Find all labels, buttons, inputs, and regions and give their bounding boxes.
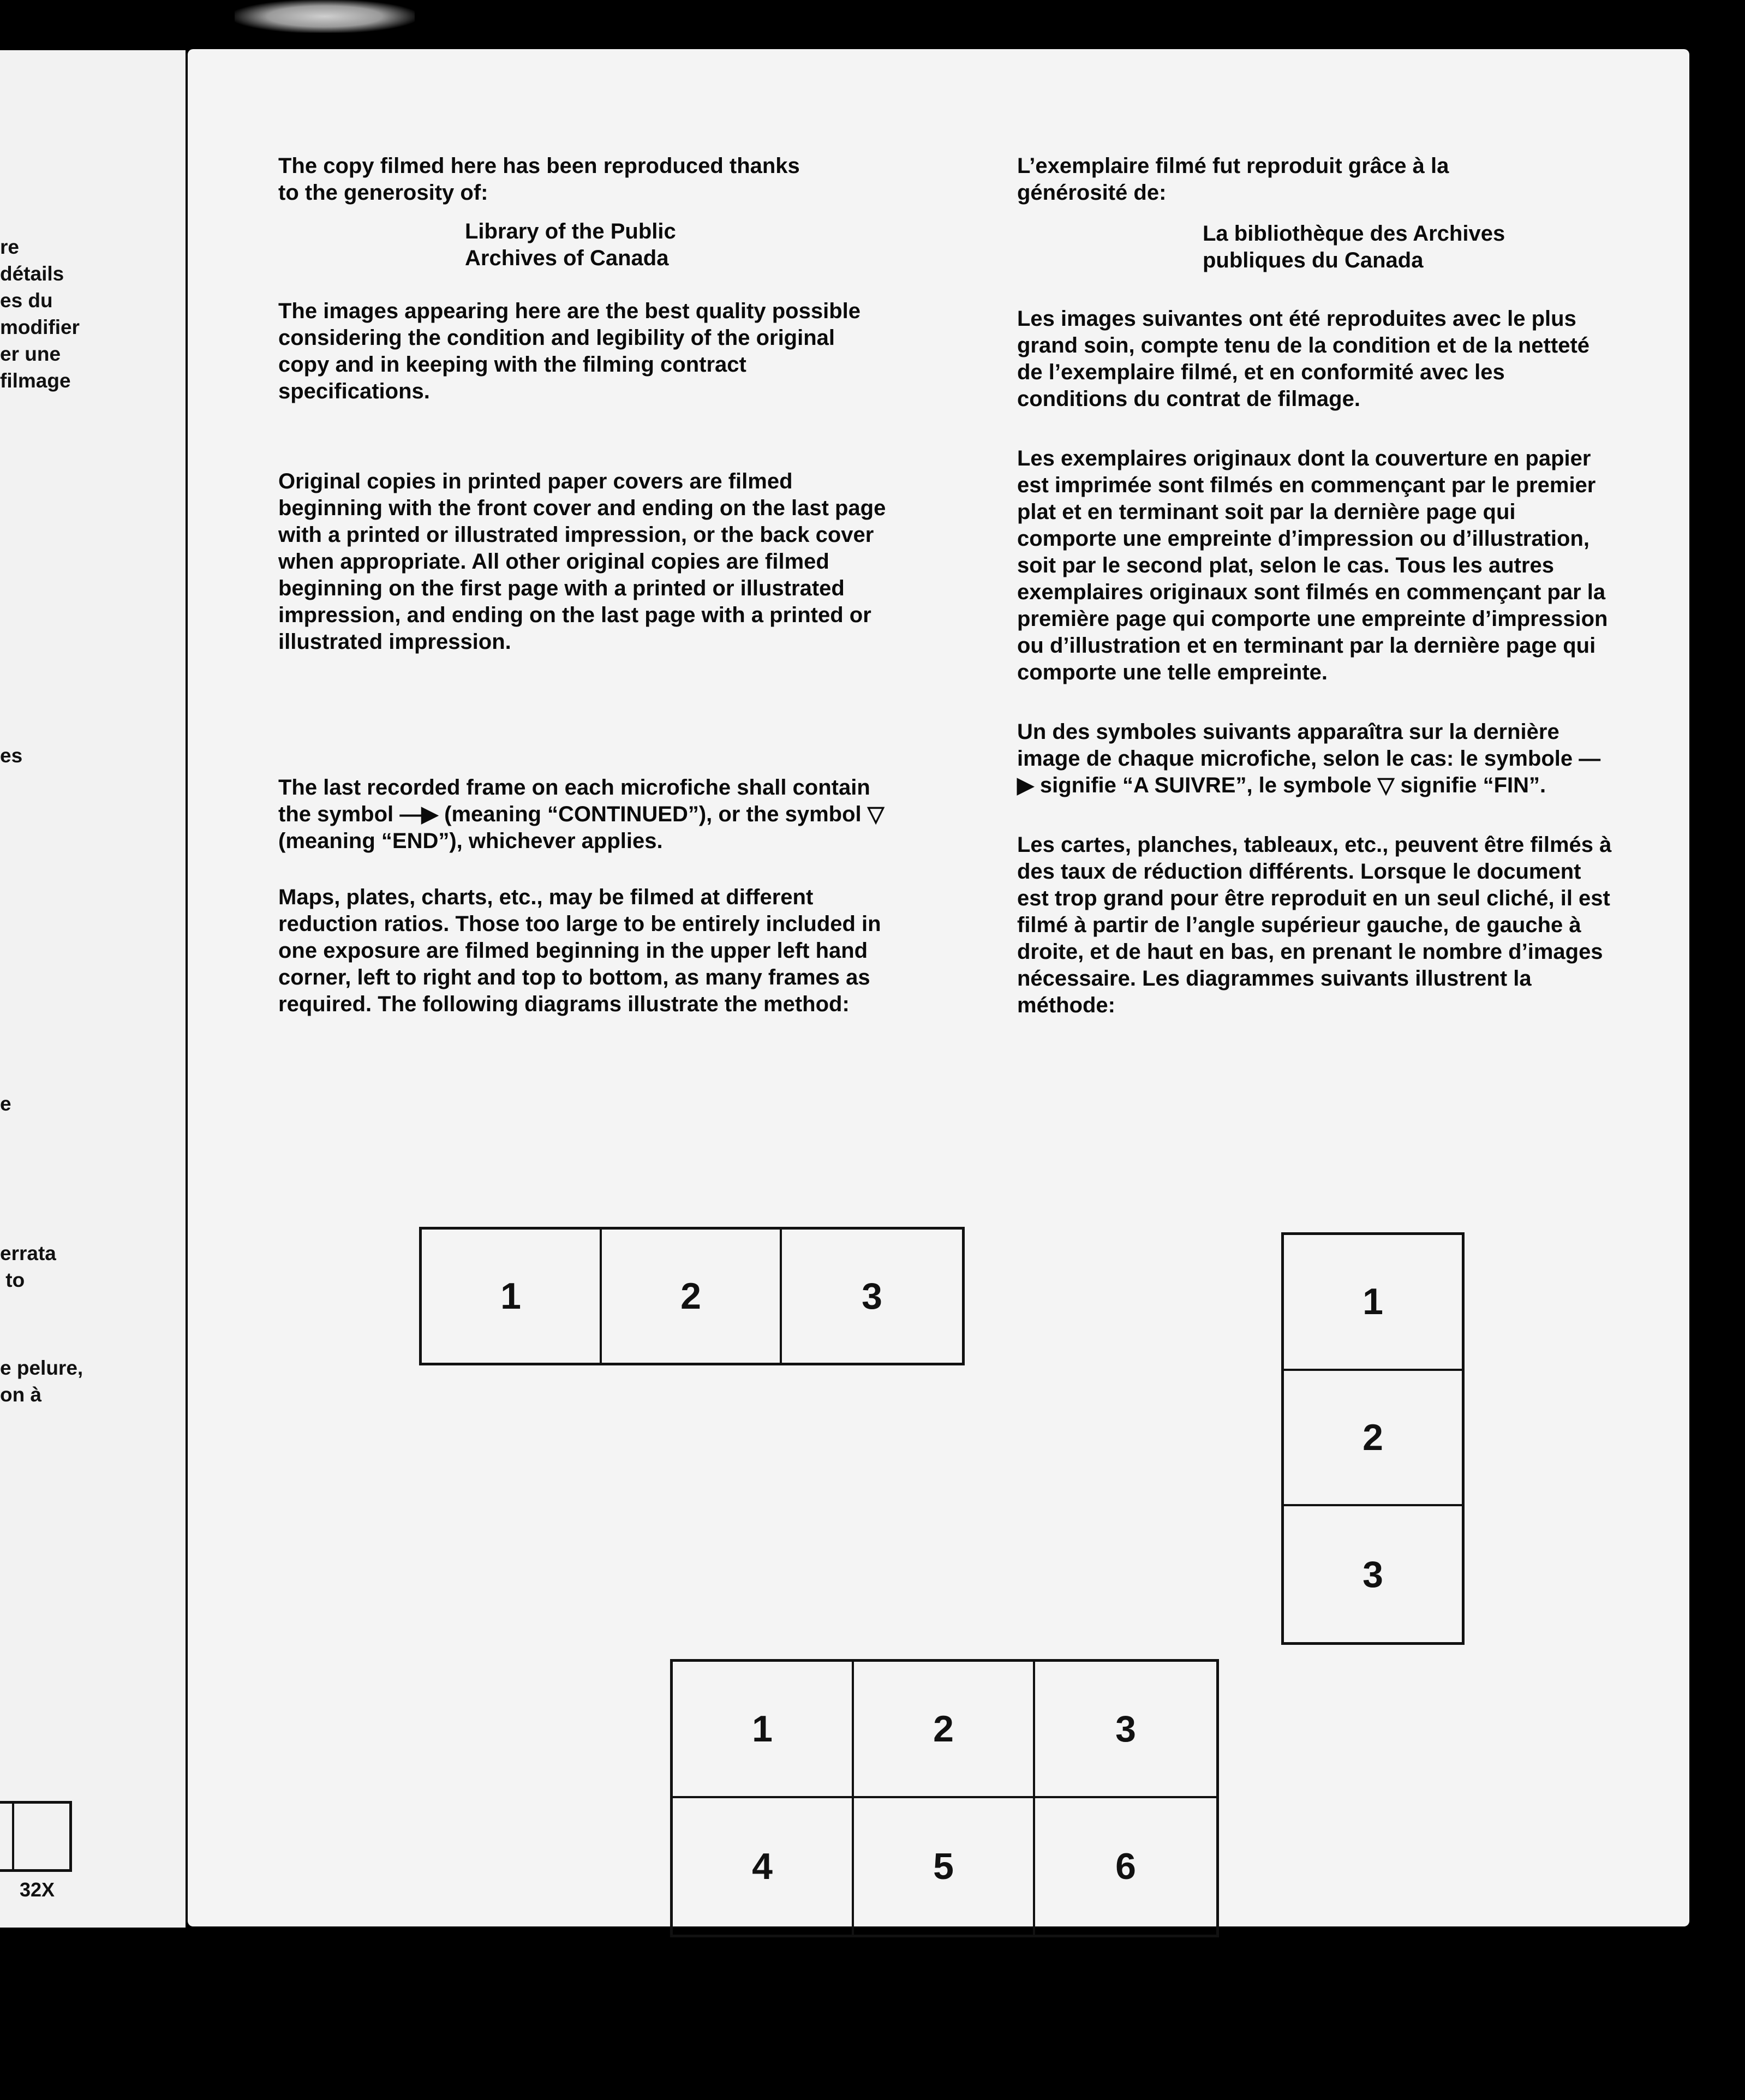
- french-library: La bibliothèque des Archives publiques du Canada: [1203, 222, 1505, 272]
- diagram-frame: 2: [602, 1230, 782, 1363]
- diagram-frame: 3: [1362, 1553, 1383, 1595]
- diagram-vertical-three: [1281, 1232, 1465, 1645]
- left-fragment-text: filmage: [0, 369, 71, 392]
- left-fragment-text: modifier: [0, 316, 80, 338]
- english-quality-paragraph: The images appearing here are the best quality possible considering the condition and legibility of the original copy and in keeping with the filming contract specifications.: [278, 299, 860, 403]
- continued-arrow-icon: —▶: [399, 802, 439, 826]
- english-maps-paragraph: Maps, plates, charts, etc., may be filmed at different reduction ratios. Those too large to be entirely included in one exposure are filmed beginning in the upper left hand corner, left to right and top to bottom, as many frames as required. The following diagrams illustrate the method:: [278, 885, 881, 1016]
- left-fragment-text: errata: [0, 1242, 56, 1264]
- diagram-frame: 2: [1284, 1371, 1462, 1507]
- french-maps-paragraph: Les cartes, planches, tableaux, etc., peuvent être filmés à des taux de réduction différents. Lorsque le document est trop grand pour être reproduit en un seul cliché, il est filmé à partir de l’angle supérieur gauche, de gauche à droite, et de haut en bas, en prenant le nombre d’images nécessaire. Les diagrammes suivants illustrent la méthode:: [1017, 833, 1612, 1017]
- diagram-frame: 1: [422, 1230, 602, 1363]
- english-symbol-text: (meaning “CONTINUED”), or the symbol: [438, 802, 868, 826]
- end-triangle-icon: ▽: [1377, 773, 1395, 797]
- scanner-smudge: [235, 0, 415, 33]
- diagram-frame: 3: [862, 1275, 882, 1317]
- left-fragment-text: er une: [0, 343, 61, 365]
- english-symbol-text: The last recorded frame on each microfiche shall contain the symbol: [278, 775, 870, 826]
- diagram-frame: 6: [1115, 1846, 1136, 1887]
- french-symbol-text: signifie “A SUIVRE”, le symbole: [1033, 773, 1378, 797]
- diagram-frame: 2: [854, 1662, 1035, 1798]
- left-fragment-text: e pelure,: [0, 1357, 83, 1379]
- english-symbol-text: (meaning “END”), whichever applies.: [278, 829, 663, 853]
- left-fragment-text: to: [0, 1269, 25, 1291]
- left-fragment-text: on à: [0, 1383, 42, 1406]
- english-library: Library of the Public Archives of Canada: [465, 219, 676, 270]
- diagram-six-grid: [670, 1659, 1219, 1937]
- end-triangle-icon: ▽: [867, 802, 885, 826]
- diagram-frame: 4: [673, 1798, 854, 1935]
- french-quality-paragraph: Les images suivantes ont été reproduites avec le plus grand soin, compte tenu de la condition et de la netteté de l’exemplaire filmé, et en conformité avec les conditions du contrat de filmage.: [1017, 307, 1590, 411]
- resolution-scale-box: [0, 1801, 72, 1872]
- french-symbol-text: signifie “FIN”.: [1394, 773, 1546, 797]
- left-fragment-text: es du: [0, 289, 53, 312]
- diagram-frame: 1: [673, 1662, 854, 1798]
- continued-arrow-icon: —▶: [1017, 747, 1601, 797]
- diagram-horizontal-three: [419, 1227, 965, 1365]
- french-intro: L’exemplaire filmé fut reproduit grâce à la générosité de:: [1017, 154, 1449, 205]
- english-originals-paragraph: Original copies in printed paper covers are filmed beginning with the front cover and ending on the last page with a printed or illustrated impression, or the back cover when appropriate. All other original copies are filmed beginning on the first page with a printed or illustrated impression, and ending on the last page with a printed or illustrated impression.: [278, 469, 886, 654]
- french-symbol-text: Un des symboles suivants apparaîtra sur la dernière image de chaque microfiche, selon le cas: le symbole: [1017, 720, 1579, 771]
- french-column: [1017, 153, 1617, 1019]
- left-fragment-text: e: [0, 1093, 11, 1115]
- diagram-frame: 1: [1284, 1235, 1462, 1371]
- scale-label: 32X: [20, 1878, 55, 1901]
- left-fragment-text: détails: [0, 262, 64, 285]
- left-page-fragment: [0, 50, 186, 1928]
- english-symbol-paragraph: [278, 774, 889, 855]
- french-originals-paragraph: Les exemplaires originaux dont la couverture en papier est imprimée sont filmés en commençant par le premier plat et en terminant soit par la dernière page qui comporte une empreinte d’impression ou d’illustration, soit par le second plat, selon le cas. Tous les autres exemplaires originaux sont filmés en commençant par la première page qui comporte une empreinte d’impression ou d’illustration et en terminant par la dernière page qui comporte une telle empreinte.: [1017, 446, 1608, 684]
- diagram-frame: 3: [1035, 1662, 1216, 1798]
- left-fragment-text: re: [0, 236, 19, 258]
- french-symbol-paragraph: [1017, 719, 1617, 799]
- diagram-frame: 5: [854, 1798, 1035, 1935]
- english-column: [278, 153, 889, 1018]
- left-fragment-text: es: [0, 744, 23, 767]
- english-intro: The copy filmed here has been reproduced thanks to the generosity of:: [278, 154, 800, 205]
